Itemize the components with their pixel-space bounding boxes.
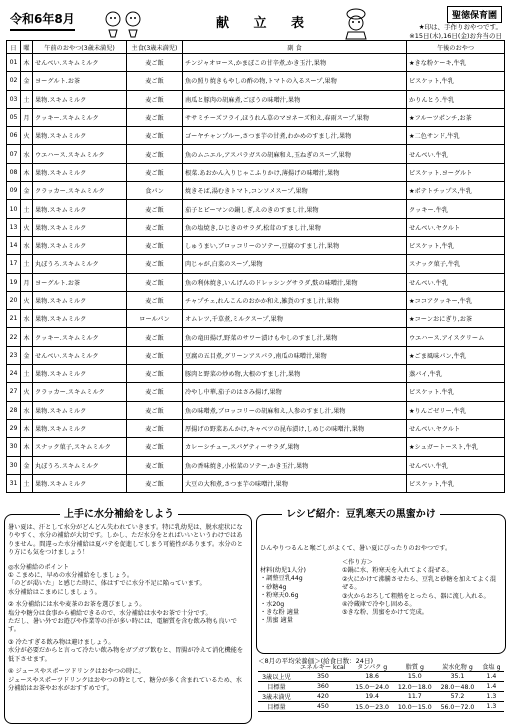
weekday-cell: 水 (21, 145, 33, 163)
staple-cell: 麦ご飯 (127, 291, 183, 309)
day-cell: 06 (7, 127, 21, 145)
morning-snack-cell: 果物.スキムミルク (33, 127, 127, 145)
howto-1: ①鍋に水、粉寒天を入れてよく混ぜる。 (342, 567, 453, 575)
morning-snack-cell: 果物.スキムミルク (33, 90, 127, 108)
staple-cell: 麦ご飯 (127, 328, 183, 346)
day-cell: 02 (7, 72, 21, 90)
afternoon-snack-cell: 蒸パイ,牛乳 (407, 365, 505, 383)
day-cell: 09 (7, 182, 21, 200)
morning-snack-cell: クッキー.スキムミルク (33, 328, 127, 346)
afternoon-snack-cell: せんべい.ヤクルト (407, 419, 505, 437)
staple-cell: 麦ご飯 (127, 127, 183, 145)
howto-3: ③火からおろして粗熱をとったら、器に流し入れる。 (342, 592, 490, 600)
col-weekday: 曜 (21, 41, 33, 54)
nutrition-cell: 450 (295, 702, 351, 712)
nutrition-cell: 18.6 (351, 672, 394, 682)
water-intro: 暑い夏は、汗として水分がどんどん失われていきます。特に乳幼児は、脱水症状になりやすく、水分の補給が大切です。しかし、ただ水分をとればいいというわけではありません。間違った水分補給は夏バテを促進してしまう可能性があります。水分のとり方にも気をつけましょう！ (8, 524, 243, 557)
nutrition-row (258, 702, 504, 712)
nutrition-cell: 360 (295, 682, 351, 692)
nutrition-row (258, 692, 504, 702)
weekday-cell: 金 (21, 346, 33, 364)
day-cell: 01 (7, 54, 21, 72)
morning-snack-cell: 果物.スキムミルク (33, 218, 127, 236)
staple-cell: 麦ご飯 (127, 346, 183, 364)
side-dish-cell: カレーシチュー,スパゲティーサラダ,果物 (183, 438, 407, 456)
staple-cell: 麦ご飯 (127, 200, 183, 218)
weekday-cell: 火 (21, 291, 33, 309)
afternoon-snack-cell: ★シュガートースト,牛乳 (407, 438, 505, 456)
morning-snack-cell: 果物.スキムミルク (33, 365, 127, 383)
material-5: ・きな粉 適量 (260, 609, 300, 617)
weekday-cell: 土 (21, 365, 33, 383)
staple-cell: 麦ご飯 (127, 54, 183, 72)
nutrition-cell: 3歳未満児 (258, 692, 295, 702)
morning-snack-cell: クラッカー.スキムミルク (33, 182, 127, 200)
afternoon-snack-cell: クッキー.牛乳 (407, 200, 505, 218)
morning-snack-cell: ウエハース.スキムミルク (33, 145, 127, 163)
recipe-title: レシピ紹介：豆乳寒天の黒蜜かけ (282, 505, 440, 520)
afternoon-snack-cell: ★二色サンド,牛乳 (407, 127, 505, 145)
nutrition-header (258, 662, 295, 672)
side-dish-cell: ササミチーズフライ,ほうれん草のマヨネーズ和え,春雨スープ,果物 (183, 108, 407, 126)
side-dish-cell: 肉じゃが,白菜のスープ,果物 (183, 255, 407, 273)
weekday-cell: 木 (21, 163, 33, 181)
col-morning-snack: 午前のおやつ(3歳未満児) (33, 41, 127, 54)
side-dish-cell: 魚の香味焼き,小松菜のソテー,かき玉汁,果物 (183, 456, 407, 474)
nutrition-cell: 19.4 (351, 692, 394, 702)
materials-heading: 材料(幼児1人分) (260, 567, 306, 574)
staple-cell: 麦ご飯 (127, 401, 183, 419)
morning-snack-cell: 果物.スキムミルク (33, 236, 127, 254)
weekday-cell: 土 (21, 200, 33, 218)
day-cell: 30 (7, 438, 21, 456)
page-title: 献 立 表 (216, 16, 315, 31)
point-3b: 水分が必要だからと言って冷たい飲み物をガブガブ飲むと、胃腸が冷えて消化機能を低下させます。 (8, 647, 244, 663)
side-dish-cell: 焼きそば,湯むきトマト,コンソメスープ,果物 (183, 182, 407, 200)
side-dish-cell: 大豆の大和煮,さつま芋の味噌汁,果物 (183, 474, 407, 492)
nutrition-cell: 1.3 (479, 702, 504, 712)
staple-cell: 麦ご飯 (127, 72, 183, 90)
afternoon-snack-cell: ★ごま風味パン,牛乳 (407, 346, 505, 364)
afternoon-snack-cell: ★コーンおにぎり,お茶 (407, 310, 505, 328)
recipe-body (260, 545, 500, 625)
side-dish-cell: 冷やし中華,茄子のはさみ揚げ,果物 (183, 383, 407, 401)
nutrition-cell: 3歳以上児 (258, 672, 295, 682)
morning-snack-cell: 果物.スキムミルク (33, 401, 127, 419)
staple-cell: 麦ご飯 (127, 365, 183, 383)
weekday-cell: 木 (21, 419, 33, 437)
col-afternoon-snack: 午後のおやつ (407, 41, 505, 54)
day-cell: 20 (7, 291, 21, 309)
nutrition-cell: 1.4 (479, 672, 504, 682)
side-dish-cell: 茄子とピーマンの鍋しぎ,えのきのすまし汁,果物 (183, 200, 407, 218)
day-cell: 23 (7, 346, 21, 364)
staple-cell: 麦ご飯 (127, 383, 183, 401)
day-cell: 29 (7, 419, 21, 437)
staple-cell: 麦ご飯 (127, 145, 183, 163)
menu-row (7, 54, 505, 72)
nutrition-cell: 57.2 (436, 692, 479, 702)
afternoon-snack-cell: ビスケット,牛乳 (407, 236, 505, 254)
menu-row (7, 127, 505, 145)
point-4b: ジュースやスポーツドリンクはおやつの時として、糖分が多く含まれているため、水分補給はお茶やお水がおすすめです。 (8, 676, 242, 692)
material-3: ・粉寒天0.6g (260, 592, 299, 600)
col-staple: 主食(3歳未満児) (127, 41, 183, 54)
menu-row (7, 273, 505, 291)
weekday-cell: 木 (21, 438, 33, 456)
afternoon-snack-cell: せんべい.牛乳 (407, 273, 505, 291)
morning-snack-cell: 果物.スキムミルク (33, 163, 127, 181)
afternoon-snack-cell: ビスケット.ヨーグルト (407, 163, 505, 181)
nutrition-cell: 10.0〜15.0 (393, 702, 436, 712)
staple-cell: 麦ご飯 (127, 108, 183, 126)
menu-row (7, 72, 505, 90)
menu-row (7, 255, 505, 273)
day-cell: 05 (7, 108, 21, 126)
afternoon-snack-cell: せんべい.牛乳 (407, 456, 505, 474)
nutrition-cell: 15.0〜23.0 (351, 702, 394, 712)
staple-cell: 麦ご飯 (127, 218, 183, 236)
col-side-dish: 副 食 (183, 41, 407, 54)
staple-cell: 麦ご飯 (127, 236, 183, 254)
material-2: ・砂糖4g (260, 583, 287, 591)
menu-row (7, 456, 505, 474)
afternoon-snack-cell: ★きな粉ケーキ,牛乳 (407, 54, 505, 72)
afternoon-snack-cell: ウエハース.アイスクリーム (407, 328, 505, 346)
howto-5: ⑤きな粉、黒蜜をかけて完成。 (342, 609, 428, 617)
nutrition-cell: 1.3 (479, 692, 504, 702)
weekday-cell: 水 (21, 310, 33, 328)
point-1b: 「のどが渇いた」と感じた時に、体はすでに水分不足に陥っています。 (8, 580, 206, 588)
day-cell: 30 (7, 456, 21, 474)
morning-snack-cell: 果物.スキムミルク (33, 291, 127, 309)
day-cell: 17 (7, 255, 21, 273)
nutrition-caption: ＜8月の平均栄養価＞(給食日数：24日) (258, 657, 373, 665)
staple-cell: 食パン (127, 182, 183, 200)
side-dish-cell: 根菜.あおかん入りじゃこふりかけ,薄揚げの味噌汁,果物 (183, 163, 407, 181)
nutrition-cell: 15.0〜24.0 (351, 682, 394, 692)
nutrition-header-row (258, 662, 504, 672)
col-day: 日 (7, 41, 21, 54)
side-dish-cell: オムレツ,千草煮,ミルクスープ,果物 (183, 310, 407, 328)
staple-cell: ロールパン (127, 310, 183, 328)
morning-snack-cell: せんべい.スキムミルク (33, 346, 127, 364)
side-dish-cell: チャプチェ,れんこんのおかか和え,雑貨のすまし汁,果物 (183, 291, 407, 309)
morning-snack-cell: せんべい.スキムミルク (33, 54, 127, 72)
morning-snack-cell: 果物.スキムミルク (33, 474, 127, 492)
nutrition-cell: 35.1 (436, 672, 479, 682)
page-header (6, 6, 504, 42)
weekday-cell: 金 (21, 456, 33, 474)
side-dish-cell: 魚の味噌煮,ブロッコリーの胡麻和え,人参のすまし汁,果物 (183, 401, 407, 419)
menu-row (7, 365, 505, 383)
staple-cell: 麦ご飯 (127, 419, 183, 437)
morning-snack-cell: 果物.スキムミルク (33, 200, 127, 218)
day-cell: 07 (7, 145, 21, 163)
menu-row (7, 438, 505, 456)
weekday-cell: 土 (21, 474, 33, 492)
nutrition-header: タンパク g (351, 662, 394, 672)
afternoon-snack-cell: ★りんごゼリー,牛乳 (407, 401, 505, 419)
day-cell: 19 (7, 273, 21, 291)
weekday-cell: 月 (21, 273, 33, 291)
weekday-cell: 金 (21, 182, 33, 200)
weekday-cell: 火 (21, 383, 33, 401)
nutrition-cell: 15.0 (393, 672, 436, 682)
afternoon-snack-cell: ★ポテトチップス,牛乳 (407, 182, 505, 200)
nutrition-cell: 目標量 (258, 702, 295, 712)
morning-snack-cell: 果物.スキムミルク (33, 310, 127, 328)
menu-row (7, 108, 505, 126)
staple-cell: 麦ご飯 (127, 438, 183, 456)
morning-snack-cell: 丸ぼうろ.スキムミルク (33, 456, 127, 474)
side-dish-cell: 南瓜と豚肉の胡麻煮,ごぼうの味噌汁,果物 (183, 90, 407, 108)
nutrition-cell: 350 (295, 672, 351, 682)
water-body (8, 524, 248, 693)
side-dish-cell: 魚の利休焼き,いんげんのドレッシングサラダ,麩の味噌汁,果物 (183, 273, 407, 291)
afternoon-snack-cell: ★ココアクッキー,牛乳 (407, 291, 505, 309)
morning-snack-cell: ヨーグルト.お茶 (33, 72, 127, 90)
menu-row (7, 401, 505, 419)
point-2c: ただし、暑い外でお遊びや作業等の汗が多い時には、電解質を含む飲み物も良いです。 (8, 618, 237, 634)
menu-row (7, 474, 505, 492)
nutrition-header: エネルギー kcal (295, 662, 351, 672)
staple-cell: 麦ご飯 (127, 474, 183, 492)
day-cell: 28 (7, 401, 21, 419)
nutrition-cell: 目標量 (258, 682, 295, 692)
howto-heading: ＜作り方＞ (342, 559, 373, 566)
menu-row (7, 291, 505, 309)
afternoon-snack-cell: ★フルーツポンチ,お茶 (407, 108, 505, 126)
afternoon-snack-cell: かりんとう.牛乳 (407, 90, 505, 108)
point-2b: 塩分や糖分は食事から補給できるので、水分補給は水やお茶で十分です。 (8, 609, 212, 617)
staple-cell: 麦ご飯 (127, 273, 183, 291)
chef-illustration (336, 8, 376, 40)
afternoon-snack-cell: ビスケット.牛乳 (407, 383, 505, 401)
point-4: ④ ジュースやスポーツドリンクはおやつの時に。 (8, 668, 145, 676)
staple-cell: 麦ご飯 (127, 456, 183, 474)
water-title: 上手に水分補給をしよう (60, 505, 178, 520)
staple-cell: 麦ご飯 (127, 163, 183, 181)
menu-row (7, 200, 505, 218)
day-cell: 10 (7, 200, 21, 218)
nutrition-cell: 1.4 (479, 682, 504, 692)
morning-snack-cell: 丸ぼうろ.スキムミルク (33, 255, 127, 273)
weekday-cell: 木 (21, 54, 33, 72)
points-heading: ◎水分補給のポイント (8, 563, 70, 571)
morning-snack-cell: ヨーグルト.お茶 (33, 273, 127, 291)
weekday-cell: 火 (21, 218, 33, 236)
note-lunchbox: ※15日(木),16日(金)お弁当の日 (409, 32, 502, 40)
afternoon-snack-cell: せんべい.牛乳 (407, 145, 505, 163)
afternoon-snack-cell: ビスケット,牛乳 (407, 72, 505, 90)
nutrition-header: 炭水化物 g (436, 662, 479, 672)
side-dish-cell: 魚の照り焼きもやしの酢の物,トマトの入るスープ,果物 (183, 72, 407, 90)
morning-snack-cell: 果物.スキムミルク (33, 419, 127, 437)
side-dish-cell: 魚の竜田揚げ,野菜のサワー漬けもやしのすまし汁,果物 (183, 328, 407, 346)
month-label: 令和6年8月 (10, 10, 75, 31)
side-dish-cell: 魚のムニエル,アスパラガスの胡麻和え,玉ねぎのスープ,果物 (183, 145, 407, 163)
morning-snack-cell: クッキー.スキムミルク (33, 108, 127, 126)
nutrition-header: 食塩 g (479, 662, 504, 672)
school-name: 聖徳保育園 (447, 6, 502, 23)
menu-row (7, 182, 505, 200)
nutrition-row (258, 682, 504, 692)
menu-row (7, 145, 505, 163)
material-1: ・調整豆乳44g (260, 575, 303, 583)
menu-row (7, 328, 505, 346)
note-handmade: ★印は、手作りおやつです。 (418, 23, 502, 31)
side-dish-cell: しゅうまい,ブロッコリーのソテー,豆腐のすまし汁,果物 (183, 236, 407, 254)
day-cell: 14 (7, 236, 21, 254)
weekday-cell: 水 (21, 401, 33, 419)
afternoon-snack-cell: ビスケット,牛乳 (407, 474, 505, 492)
children-illustration (101, 8, 146, 38)
day-cell: 03 (7, 90, 21, 108)
staple-cell: 麦ご飯 (127, 255, 183, 273)
menu-row (7, 163, 505, 181)
day-cell: 24 (7, 365, 21, 383)
day-cell: 22 (7, 328, 21, 346)
weekday-cell: 月 (21, 108, 33, 126)
nutrition-cell: 12.0〜18.0 (393, 682, 436, 692)
nutrition-cell: 28.0〜48.0 (436, 682, 479, 692)
nutrition-table (258, 662, 504, 712)
nutrition-cell: 11.7 (393, 692, 436, 702)
point-2: ② 水分補給には水や麦茶のお茶を選びましょう。 (8, 601, 146, 609)
howto-4: ④冷蔵庫で冷やし固める。 (342, 601, 416, 609)
weekday-cell: 火 (21, 127, 33, 145)
side-dish-cell: 豆腐の五目煮,グリーンアスパラ,南瓜の味噌汁,果物 (183, 346, 407, 364)
weekday-cell: 土 (21, 90, 33, 108)
menu-table (6, 40, 505, 493)
nutrition-cell: 56.0〜72.0 (436, 702, 479, 712)
day-cell: 31 (7, 474, 21, 492)
side-dish-cell: チンジャオロース,かまぼこの甘辛煮,かき玉汁,果物 (183, 54, 407, 72)
menu-row (7, 236, 505, 254)
side-dish-cell: 豚肉と野菜の炒め物,大根のすまし汁,果物 (183, 365, 407, 383)
point-1c: 水分補給はこまめにしましょう。 (8, 588, 101, 596)
menu-row (7, 383, 505, 401)
nutrition-header: 脂質 g (393, 662, 436, 672)
menu-row (7, 346, 505, 364)
day-cell: 08 (7, 163, 21, 181)
day-cell: 27 (7, 383, 21, 401)
material-4: ・水20g (260, 600, 285, 608)
morning-snack-cell: クラッカー.スキムミルク (33, 383, 127, 401)
recipe-intro: ひんやりつるんと喉ごしがよくて、暑い夏にぴったりのおやつです。 (260, 545, 452, 552)
side-dish-cell: 魚の塩焼き,ひじきのサラダ,松茸のすまし汁,果物 (183, 218, 407, 236)
menu-header-row (7, 41, 505, 54)
afternoon-snack-cell: スナック菓子,牛乳 (407, 255, 505, 273)
side-dish-cell: 厚揚げの野菜あんかけ,キャベツの昆布漬け,しめじの味噌汁,果物 (183, 419, 407, 437)
point-3: ③ 冷たすぎる飲み物は避けましょう。 (8, 638, 115, 646)
weekday-cell: 水 (21, 236, 33, 254)
menu-row (7, 419, 505, 437)
afternoon-snack-cell: せんべい.ヤクルト (407, 218, 505, 236)
day-cell: 13 (7, 218, 21, 236)
menu-row (7, 90, 505, 108)
nutrition-cell: 420 (295, 692, 351, 702)
side-dish-cell: ゴーヤチャンプルー,さつま芋の甘煮,わかめのすまし汁,果物 (183, 127, 407, 145)
menu-row (7, 218, 505, 236)
weekday-cell: 土 (21, 255, 33, 273)
howto-2: ②火にかけて沸騰させたら、豆乳と砂糖を加えてよく混ぜる。 (342, 575, 497, 592)
point-1: ① こまめに、早めの水分補給をしましょう。 (8, 572, 134, 580)
menu-row (7, 310, 505, 328)
weekday-cell: 金 (21, 72, 33, 90)
staple-cell: 麦ご飯 (127, 90, 183, 108)
nutrition-row (258, 672, 504, 682)
morning-snack-cell: スナック菓子,スキムミルク (33, 438, 127, 456)
material-6: ・黒蜜 適量 (260, 617, 293, 625)
day-cell: 21 (7, 310, 21, 328)
weekday-cell: 木 (21, 328, 33, 346)
